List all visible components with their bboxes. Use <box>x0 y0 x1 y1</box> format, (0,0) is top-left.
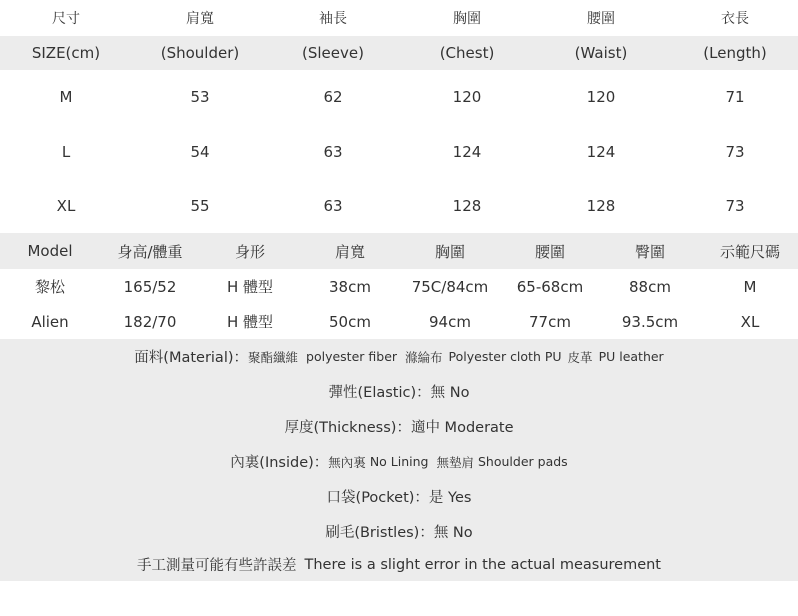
size-header-waist-cn: 腰圍 <box>587 11 615 27</box>
pocket-label: 口袋(Pocket)： <box>326 490 429 506</box>
size-cell: XL <box>56 197 76 215</box>
size-cell: 124 <box>452 143 482 161</box>
model-cell: H 體型 <box>226 278 274 296</box>
model-header-sample-size: 示範尺碼 <box>719 242 780 261</box>
model-cell: M <box>743 277 757 296</box>
size-header-shoulder-cn: 肩寬 <box>186 11 214 27</box>
material-text-a: 聚酯纖維 <box>248 349 299 365</box>
model-cell: 94cm <box>429 312 471 331</box>
size-cell: 124 <box>586 143 616 161</box>
size-header-sleeve-cn: 袖長 <box>319 11 347 27</box>
pocket-line <box>0 479 798 514</box>
model-cell: 77cm <box>529 312 571 331</box>
inside-text-d: Shoulder pads <box>478 454 568 469</box>
model-row-1 <box>0 269 798 304</box>
model-header-height-weight: 身高/體重 <box>117 242 183 261</box>
size-row-m <box>0 78 798 116</box>
size-cell: 63 <box>323 197 343 215</box>
size-cell: 73 <box>725 197 745 215</box>
size-header-length-cn: 衣長 <box>721 11 749 27</box>
model-row-2 <box>0 304 798 339</box>
material-text-f: PU leather <box>598 349 664 364</box>
pocket-value: 是 Yes <box>428 490 472 506</box>
model-cell: 50cm <box>329 312 371 331</box>
size-header-length-en: (Length) <box>703 44 767 62</box>
inside-line <box>0 444 798 479</box>
notes-panel <box>0 339 798 581</box>
thickness-value: 適中 Moderate <box>410 420 514 436</box>
size-cell: 128 <box>452 197 482 215</box>
model-cell: 93.5cm <box>621 312 679 331</box>
material-text-e: 皮革 <box>567 349 593 365</box>
size-header-en-row <box>0 36 798 70</box>
model-header-hip: 臀圍 <box>634 242 665 261</box>
inside-label: 內裏(Inside)： <box>230 455 329 471</box>
size-cell: L <box>61 143 71 161</box>
size-header-chest-cn: 胸圍 <box>453 11 481 27</box>
size-header-size-en: SIZE(cm) <box>31 44 101 62</box>
model-cell: 黎松 <box>34 278 65 296</box>
size-header-sleeve-en: (Sleeve) <box>302 44 364 62</box>
size-header-shoulder-en: (Shoulder) <box>160 44 240 62</box>
material-line <box>0 339 798 374</box>
model-cell: 88cm <box>629 277 671 296</box>
bristles-line <box>0 514 798 549</box>
material-text-d: Polyester cloth PU <box>448 349 562 364</box>
size-cell: 63 <box>323 143 343 161</box>
size-cell: M <box>59 88 73 106</box>
material-text-b: polyester fiber <box>306 349 398 364</box>
measurement-error-line <box>0 548 798 581</box>
model-header-row <box>0 233 798 269</box>
size-cell: 54 <box>190 143 210 161</box>
model-header-body-type: 身形 <box>234 242 265 261</box>
model-cell: 182/70 <box>123 312 177 331</box>
model-header-chest: 胸圍 <box>434 242 465 261</box>
model-cell: Alien <box>31 312 69 331</box>
size-row-xl <box>0 187 798 225</box>
model-cell: 38cm <box>329 277 371 296</box>
size-header-waist-en: (Waist) <box>574 44 628 62</box>
inside-text-b: No Lining <box>369 454 429 469</box>
model-cell: 165/52 <box>123 277 177 296</box>
thickness-label: 厚度(Thickness)： <box>284 420 411 436</box>
size-cell: 53 <box>190 88 210 106</box>
size-cell: 55 <box>190 197 210 215</box>
size-cell: 128 <box>586 197 616 215</box>
size-cell: 71 <box>725 88 745 106</box>
model-cell: 65-68cm <box>516 277 584 296</box>
size-cell: 120 <box>586 88 616 106</box>
model-cell: H 體型 <box>226 313 274 331</box>
error-text-en: There is a slight error in the actual measurement <box>304 556 661 573</box>
elastic-value: 無 No <box>430 385 470 401</box>
inside-text-c: 無墊肩 <box>436 454 474 470</box>
bristles-value: 無 No <box>433 525 473 541</box>
elastic-label: 彈性(Elastic)： <box>328 385 431 401</box>
size-header-chest-en: (Chest) <box>439 44 495 62</box>
inside-text-a: 無內裏 <box>328 454 366 470</box>
material-label: 面料(Material)： <box>134 350 249 366</box>
model-cell: XL <box>740 312 760 331</box>
size-header-size-cn: 尺寸 <box>52 11 80 27</box>
error-text-cn: 手工測量可能有些許誤差 <box>137 558 297 574</box>
size-row-l <box>0 133 798 171</box>
size-cell: 73 <box>725 143 745 161</box>
material-text-c: 滌綸布 <box>405 349 443 365</box>
model-header-waist: 腰圍 <box>534 242 565 261</box>
model-header-shoulder: 肩寬 <box>334 242 365 261</box>
size-header-cn-row <box>0 0 798 36</box>
model-header-model: Model <box>27 242 73 260</box>
elastic-line <box>0 374 798 409</box>
bristles-label: 刷毛(Bristles)： <box>325 525 434 541</box>
size-cell: 120 <box>452 88 482 106</box>
size-cell: 62 <box>323 88 343 106</box>
model-cell: 75C/84cm <box>411 277 489 296</box>
thickness-line <box>0 409 798 444</box>
